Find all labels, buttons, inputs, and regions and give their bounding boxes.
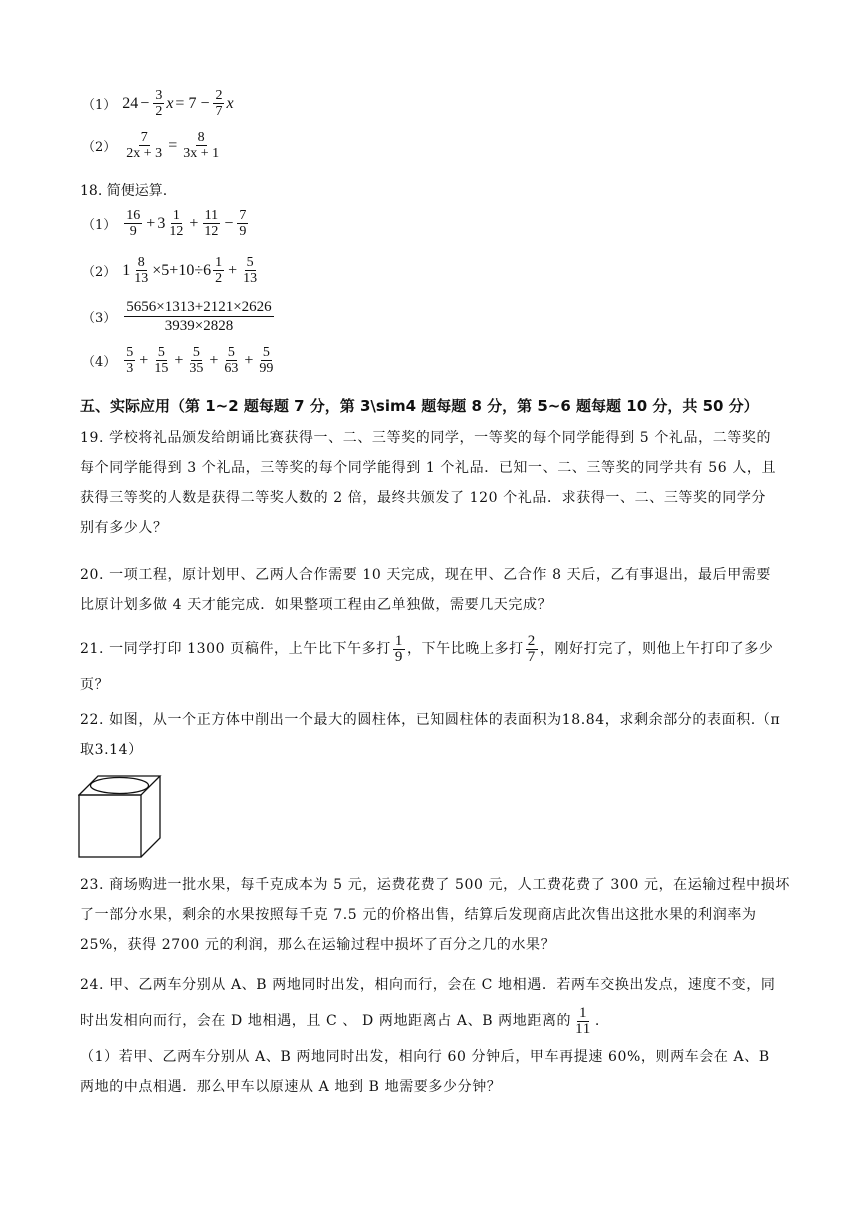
q17-part1-label: （1） — [82, 98, 117, 113]
q18-title: 18. 简便运算. — [80, 183, 168, 199]
question-21: 21. 一同学打印 1300 页稿件，上午比下午多打 1 9 ，下午比晚上多打 2 7 ，刚好打完了，则他上午打印了多少 页？ — [80, 632, 774, 693]
q17-part1-term: 24 — [122, 94, 139, 112]
q18-part1: （1） 16 9 + 3 1 12 + $\frac{11}{12}$ − $\frac{7}{9}$ — [82, 208, 247, 239]
fraction-large: 5656×1313+2121×2626 3939×2828 — [126, 299, 272, 334]
question-23: 23. 商场购进一批水果，每千克成本为 5 元，运费花费了 500 元，人工费花费了 300 元，在运输过程中损坏 了一部分水果，剩余的水果按照每千克 7.5 元的价格出售，结算后发现商店此次售出这批水果的利润率为 25%，获得 2700 元的利润，那么在运输过程中损坏了百分之几的水果？ — [80, 877, 790, 953]
question-24: 24. 甲、乙两车分别从 A、B 两地同时出发，相向而行，会在 C 地相遇．若两车交换出发点，速度不变，同 时出发相向而行，会在 D 地相遇，且 C 、 D 两地距离占 A、B 两地距离的 1 11 . （1）若甲、乙两车分别从 A、B 两地同时出发，相向行 60 分钟后，甲车再提速 60%，则两车会在 A、B 两地的中点相遇．那么甲车以原速从 A 地到 B 地需要多少分钟？ — [80, 977, 776, 1095]
q18-part4: （4） 5 3 + $\frac{5}{15}$ + $\frac{5}{35}$ + $\frac{5}{63}$ + $\frac{5}{99}$ — [82, 345, 274, 376]
q18-part2: （2） 1 $\frac{8}{13}$ ×5+10÷6 1 2 + $\frac{5}{13}$ — [82, 255, 258, 286]
fraction: $\frac{7}{2x + 3}$ — [126, 130, 163, 161]
q17-part1: （1） 24 − $\frac{3}{2}$ x = 7 − $\frac{2}{7}$ x — [82, 88, 234, 119]
section-heading: 五、实际应用（第 1~2 题每题 7 分，第 3\sim4 题每题 8 分，第 5~6 题每题 10 分，共 50 分） — [80, 397, 759, 415]
q18-part3: （3） 5656×1313+2121×2626 3939×2828 — [82, 299, 272, 334]
question-22: 22. 如图，从一个正方体中削出一个最大的圆柱体，已知圆柱体的表面积为18.84，求剩余部分的表面积.（π 取3.14） — [80, 712, 781, 758]
fraction: $\frac{2}{7}$ — [215, 88, 223, 119]
fraction: $\frac{3}{2}$ — [155, 88, 163, 119]
q17-part2-label: （2） — [82, 140, 117, 155]
question-19: 19. 学校将礼品颁发给朗诵比赛获得一、二、三等奖的同学，一等奖的每个同学能得到 5 个礼品，二等奖的 每个同学能得到 3 个礼品，三等奖的每个同学能得到 1 个礼品．已知一、二、三等奖的同学共有 56 人，且 获得三等奖的人数是获得二等奖人数的 2 倍，最终共颁发了 120 个礼品．求获得一、二、三等奖的同学分 别有多少人？ — [80, 430, 777, 536]
q17-part2: （2） $\frac{7}{2x + 3}$ = $\frac{8}{3x + 1}$ — [82, 130, 220, 161]
cube-cylinder-figure — [78, 775, 162, 859]
question-20: 20. 一项工程，原计划甲、乙两人合作需要 10 天完成，现在甲、乙合作 8 天后，乙有事退出，最后甲需要 比原计划多做 4 天才能完成．如果整项工程由乙单独做，需要几天完成？ — [80, 567, 772, 613]
fraction: $\frac{8}{3x + 1}$ — [183, 130, 220, 161]
